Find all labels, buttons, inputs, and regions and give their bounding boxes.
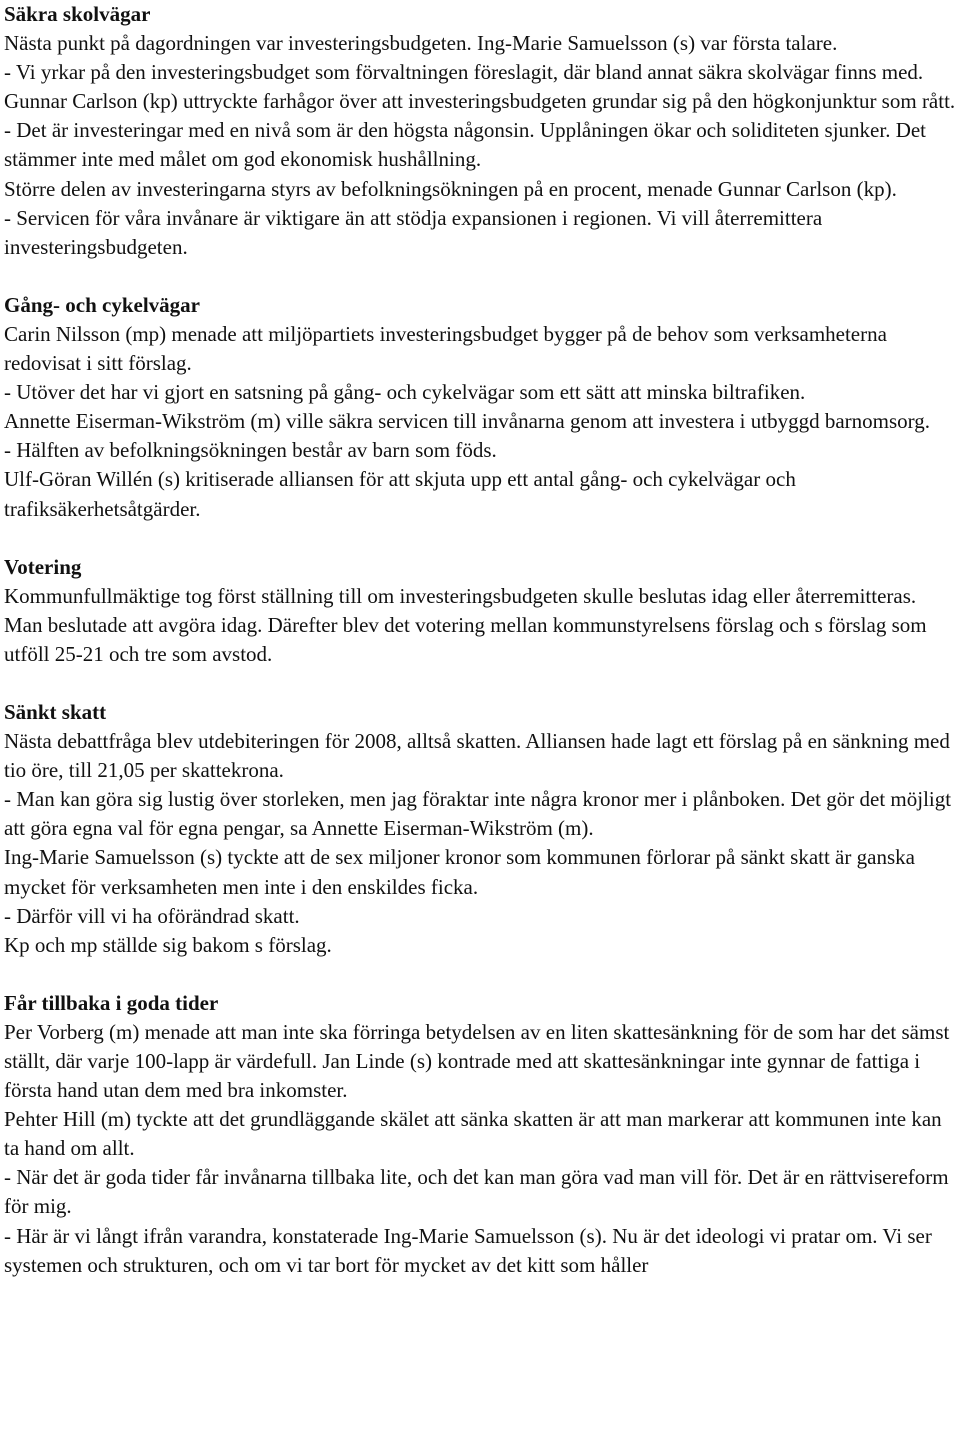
paragraph: Kommunfullmäktige tog först ställning till om investeringsbudgeten skulle beslutas idag eller återremitteras. Man beslutade att avgöra idag. Därefter blev det votering mellan kommunstyrelsens förslag och s förslag som utföll 25-21 och tre som avstod. (4, 583, 927, 666)
paragraph: Kp och mp ställde sig bakom s förslag. (4, 932, 332, 957)
paragraph: Ulf-Göran Willén (s) kritiserade alliansen för att skjuta upp ett antal gång- och cykelvägar och trafiksäkerhetsåtgärder. (4, 467, 796, 521)
paragraph: Nästa punkt på dagordningen var investeringsbudgeten. Ing-Marie Samuelsson (s) var första talare. (4, 31, 838, 56)
section-heading: Gång- och cykelvägar (4, 292, 200, 317)
paragraph: - När det är goda tider får invånarna tillbaka lite, och det kan man göra vad man vill för. Det är en rättvisereform för mig. (4, 1165, 949, 1219)
paragraph: Större delen av investeringarna styrs av befolkningsökningen på en procent, menade Gunnar Carlson (kp). (4, 176, 897, 201)
paragraph: Per Vorberg (m) menade att man inte ska förringa betydelsen av en liten skattesänkning för de som har det sämst ställt, där varje 100-lapp är värdefull. Jan Linde (s) kontrade med att skattesänkningar inte gynnar de fattiga i första hand utan dem med bra inkomster. (4, 1019, 950, 1103)
paragraph: - Det är investeringar med en nivå som är den högsta någonsin. Upplåningen ökar och soliditeten sjunker. Det stämmer inte med målet om god ekonomisk hushållning. (4, 118, 927, 172)
paragraph: - Man kan göra sig lustig över storleken, men jag föraktar inte några kronor mer i plånboken. Det gör det möjligt att göra egna val för egna pengar, sa Annette Eiserman-Wikström (m). (4, 787, 952, 841)
section-sankt-skatt (4, 698, 956, 960)
paragraph: Gunnar Carlson (kp) uttryckte farhågor över att investeringsbudgeten grundar sig på den högkonjunktur som rått. (4, 89, 956, 114)
paragraph: - Utöver det har vi gjort en satsning på gång- och cykelvägar som ett sätt att minska biltrafiken. (4, 380, 806, 405)
section-sakra-skolvagar (4, 0, 956, 262)
paragraph: Ing-Marie Samuelsson (s) tyckte att de sex miljoner kronor som kommunen förlorar på sänkt skatt är ganska mycket för verksamheten men inte i den enskildes ficka. (4, 845, 915, 899)
paragraph: - Här är vi långt ifrån varandra, konstaterade Ing-Marie Samuelsson (s). Nu är det ideologi vi pratar om. Vi ser systemen och strukturen, och om vi tar bort för mycket av det kitt som håller (4, 1223, 932, 1277)
section-heading: Votering (4, 554, 82, 579)
section-far-tillbaka-i-goda-tider (4, 989, 956, 1280)
paragraph: Nästa debattfråga blev utdebiteringen för 2008, alltså skatten. Alliansen hade lagt ett förslag på en sänkning med tio öre, till 21,05 per skattekrona. (4, 729, 950, 783)
paragraph: Carin Nilsson (mp) menade att miljöpartiets investeringsbudget bygger på de behov som verksamheterna redovisat i sitt förslag. (4, 321, 887, 376)
section-gang-och-cykelvagar (4, 291, 956, 524)
section-heading: Får tillbaka i goda tider (4, 990, 219, 1015)
paragraph: - Servicen för våra invånare är viktigare än att stödja expansionen i regionen. Vi vill återremittera investeringsbudgeten. (4, 205, 823, 259)
paragraph: Pehter Hill (m) tyckte att det grundläggande skälet att sänka skatten är att man markerar att kommunen inte kan ta hand om allt. (4, 1107, 942, 1161)
paragraph: - Därför vill vi ha oförändrad skatt. (4, 903, 300, 928)
document-body (4, 0, 956, 1280)
paragraph: - Hälften av befolkningsökningen består av barn som föds. (4, 438, 497, 463)
paragraph: Annette Eiserman-Wikström (m) ville säkra servicen till invånarna genom att investera i utbyggd barnomsorg. (4, 409, 931, 434)
section-votering (4, 553, 956, 669)
section-heading: Säkra skolvägar (4, 2, 151, 26)
paragraph: - Vi yrkar på den investeringsbudget som förvaltningen föreslagit, där bland annat säkra skolvägar finns med. (4, 60, 924, 85)
section-heading: Sänkt skatt (4, 699, 107, 724)
